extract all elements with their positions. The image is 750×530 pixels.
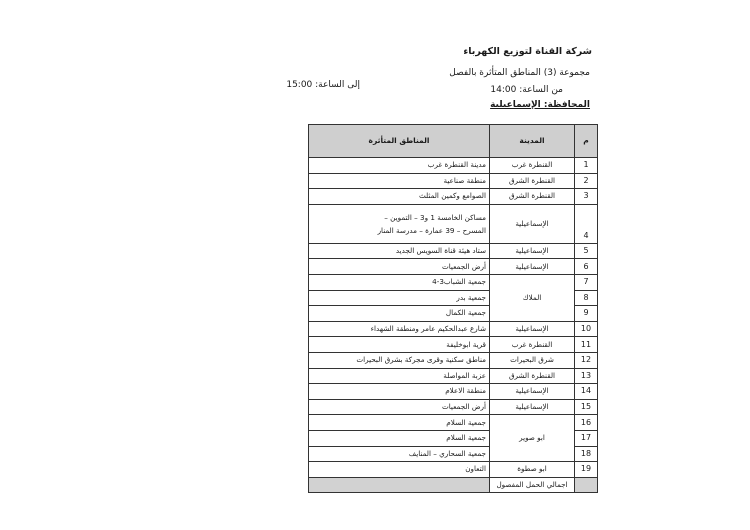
area-cell: جمعية السلام bbox=[309, 415, 490, 431]
row-number: 9 bbox=[575, 306, 598, 322]
from-time: من الساعة: 14:00 bbox=[490, 85, 563, 95]
row-number: 13 bbox=[575, 368, 598, 384]
area-cell: منطقة صناعية bbox=[309, 173, 490, 189]
city-cell: القنطرة الشرق bbox=[490, 189, 575, 205]
table-row bbox=[309, 368, 598, 384]
table-row bbox=[309, 415, 598, 431]
area-cell: جمعية السلام bbox=[309, 430, 490, 446]
total-row bbox=[309, 477, 598, 492]
area-cell: منطقة الاعلام bbox=[309, 384, 490, 400]
city-cell: شرق البحيرات bbox=[490, 352, 575, 368]
row-number: 12 bbox=[575, 352, 598, 368]
header-city: المدينة bbox=[490, 125, 575, 158]
row-number: 18 bbox=[575, 446, 598, 462]
area-cell: التعاون bbox=[309, 462, 490, 478]
city-cell: القنطرة الشرق bbox=[490, 173, 575, 189]
area-cell bbox=[309, 204, 490, 243]
company-name: شركة القناة لتوزيع الكهرباء bbox=[463, 46, 592, 57]
area-line-2: المسرح – 39 عمارة – مدرسة المنار bbox=[377, 225, 486, 235]
group-title: مجموعة (3) المناطق المتأثرة بالفصل bbox=[449, 68, 590, 78]
area-line-1: مساكن الخامسة 1 و3 – التموين – bbox=[384, 212, 486, 222]
area-cell: جمعية السحاري – المنايف bbox=[309, 446, 490, 462]
city-cell: الإسماعيلية bbox=[490, 321, 575, 337]
header-num: م bbox=[575, 125, 598, 158]
area-cell: عزبة المواصلة bbox=[309, 368, 490, 384]
to-time: إلى الساعة: 15:00 bbox=[286, 80, 360, 90]
header-areas: المناطق المتأثرة bbox=[309, 125, 490, 158]
row-number: 14 bbox=[575, 384, 598, 400]
row-number: 4 bbox=[575, 204, 598, 243]
total-value-cell bbox=[309, 477, 490, 492]
city-cell: القنطرة غرب bbox=[490, 158, 575, 174]
table-row bbox=[309, 173, 598, 189]
city-cell: الإسماعيلية bbox=[490, 399, 575, 415]
city-cell: ابو صطوة bbox=[490, 462, 575, 478]
row-number: 15 bbox=[575, 399, 598, 415]
area-cell: ستاد هيئة قناة السويس الجديد bbox=[309, 243, 490, 259]
governorate: المحافظة: الإسماعيلية bbox=[490, 100, 590, 110]
table-row bbox=[309, 189, 598, 205]
area-cell: مدينة القنطرة غرب bbox=[309, 158, 490, 174]
row-number: 11 bbox=[575, 337, 598, 353]
row-number: 10 bbox=[575, 321, 598, 337]
city-cell: القنطرة الشرق bbox=[490, 368, 575, 384]
total-label: اجمالي الحمل المفصول bbox=[490, 477, 575, 492]
row-number: 5 bbox=[575, 243, 598, 259]
table-row bbox=[309, 337, 598, 353]
outage-table bbox=[308, 124, 598, 493]
row-number: 8 bbox=[575, 290, 598, 306]
table-row bbox=[309, 399, 598, 415]
city-cell: القنطرة غرب bbox=[490, 337, 575, 353]
row-number: 6 bbox=[575, 259, 598, 275]
table-row bbox=[309, 204, 598, 243]
table-row bbox=[309, 462, 598, 478]
city-cell: الإسماعيلية bbox=[490, 384, 575, 400]
table-row bbox=[309, 158, 598, 174]
row-number: 3 bbox=[575, 189, 598, 205]
table-row bbox=[309, 352, 598, 368]
city-cell: الإسماعيلية bbox=[490, 204, 575, 243]
area-cell: الصوامع وكمين المثلث bbox=[309, 189, 490, 205]
row-number: 17 bbox=[575, 430, 598, 446]
city-cell: الإسماعيلية bbox=[490, 243, 575, 259]
city-cell: الإسماعيلية bbox=[490, 259, 575, 275]
area-cell: أرض الجمعيات bbox=[309, 259, 490, 275]
table-row bbox=[309, 321, 598, 337]
city-cell-merged: ابو صوير bbox=[490, 415, 575, 462]
table-row bbox=[309, 384, 598, 400]
area-cell: مناطق سكنية وقرى مجركة بشرق البحيرات bbox=[309, 352, 490, 368]
total-num-cell bbox=[575, 477, 598, 492]
table-row bbox=[309, 259, 598, 275]
row-number: 2 bbox=[575, 173, 598, 189]
table-header-row bbox=[309, 125, 598, 158]
area-cell: جمعية الكمال bbox=[309, 306, 490, 322]
row-number: 7 bbox=[575, 274, 598, 290]
city-cell-merged: الملاك bbox=[490, 274, 575, 321]
area-cell: قرية ابوخليفة bbox=[309, 337, 490, 353]
table-row bbox=[309, 243, 598, 259]
table-row bbox=[309, 274, 598, 290]
area-cell: أرض الجمعيات bbox=[309, 399, 490, 415]
area-cell: جمعية بدر bbox=[309, 290, 490, 306]
row-number: 19 bbox=[575, 462, 598, 478]
row-number: 16 bbox=[575, 415, 598, 431]
area-cell: شارع عبدالحكيم عامر ومنطقة الشهداء bbox=[309, 321, 490, 337]
area-cell: جمعية الشباب3-4 bbox=[309, 274, 490, 290]
row-number: 1 bbox=[575, 158, 598, 174]
